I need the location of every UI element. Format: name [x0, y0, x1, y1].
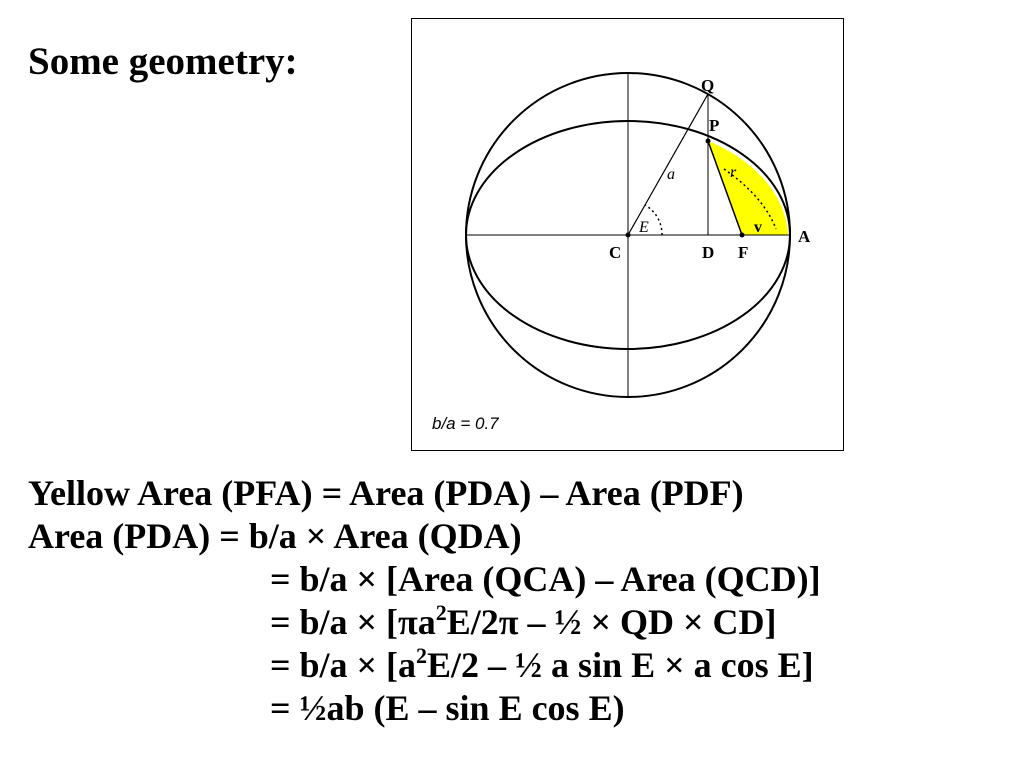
- ellipse-diagram: [411, 18, 844, 451]
- equation-line-4-suffix: E/2π – ½ × QD × CD]: [446, 602, 777, 642]
- equation-line-4: [270, 601, 777, 648]
- label-a-point: A: [798, 227, 811, 246]
- equation-line-5-suffix: E/2 – ½ a sin E × a cos E]: [427, 645, 814, 685]
- point-f: [740, 233, 745, 238]
- equation-line-5-superscript: 2: [416, 643, 428, 668]
- point-p: [706, 139, 711, 144]
- equation-line-2: Area (PDA) = b/a × Area (QDA): [28, 516, 522, 556]
- equation-line-3: = b/a × [Area (QCA) – Area (QCD)]: [270, 559, 821, 599]
- label-v: v: [754, 219, 762, 236]
- equation-line-4-prefix: = b/a × [πa: [270, 602, 436, 642]
- label-d: D: [702, 243, 715, 262]
- label-a-semimajor: a: [667, 166, 675, 183]
- label-c: C: [609, 243, 622, 262]
- slide-title: Some geometry:: [28, 40, 298, 83]
- equation-line-1: Yellow Area (PFA) = Area (PDA) – Area (PDF): [28, 473, 744, 513]
- label-q: Q: [701, 76, 715, 95]
- equation-line-6: = ½ab (E – sin E cos E): [270, 688, 625, 728]
- equation-line-5: [270, 644, 814, 691]
- equation-line-4-superscript: 2: [435, 600, 447, 625]
- ellipse-diagram-svg: [412, 19, 843, 450]
- point-c: [626, 233, 631, 238]
- line-cq: [628, 94, 708, 235]
- label-r: r: [730, 164, 737, 181]
- label-e-angle: E: [639, 219, 649, 236]
- label-f: F: [738, 243, 749, 262]
- equation-line-5-prefix: = b/a × [a: [270, 645, 417, 685]
- axis-ratio-label: b/a = 0.7: [432, 414, 499, 433]
- label-p: P: [709, 116, 720, 135]
